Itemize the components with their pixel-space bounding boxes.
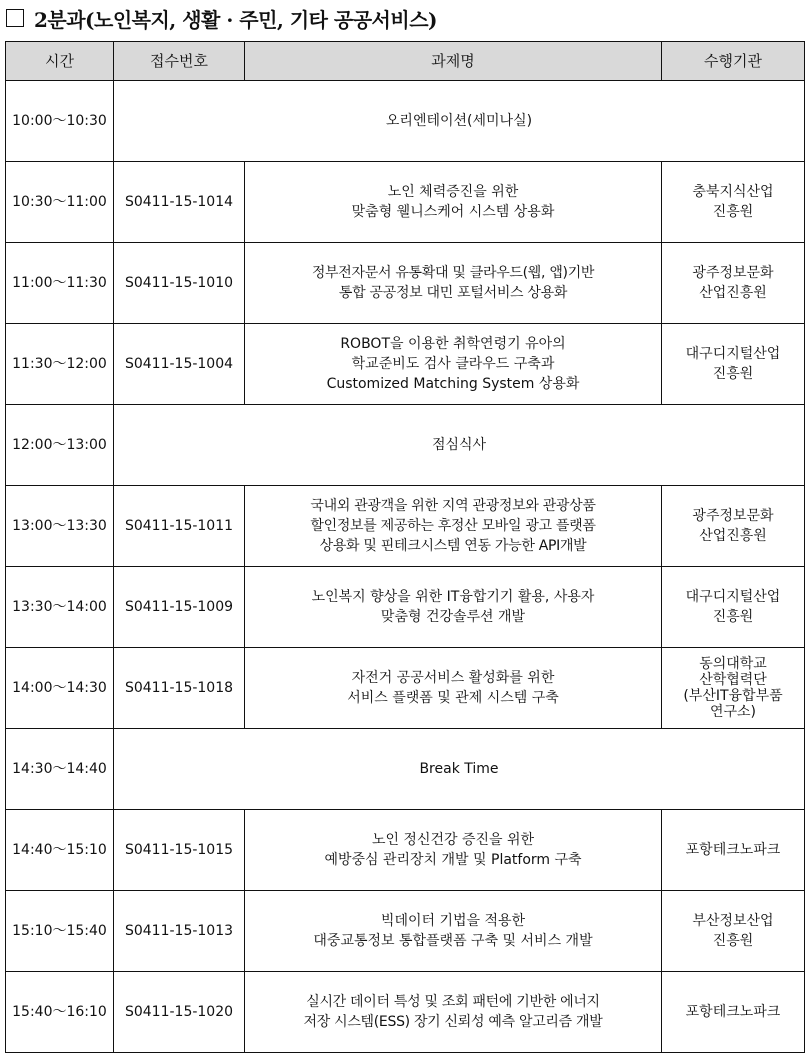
- table-row: [6, 81, 805, 162]
- org-cell: 포항테크노파크: [662, 810, 805, 891]
- task-cell: 실시간 데이터 특성 및 조회 패턴에 기반한 에너지 저장 시스템(ESS) 장기 신뢰성 예측 알고리즘 개발: [245, 972, 662, 1053]
- org-cell: 대구디지털산업 진흥원: [662, 567, 805, 648]
- id-cell: S0411-15-1013: [114, 891, 245, 972]
- header-org: 수행기관: [662, 42, 805, 81]
- time-cell: 15:10～15:40: [6, 891, 114, 972]
- header-id: 접수번호: [114, 42, 245, 81]
- org-cell: 충북지식산업 진흥원: [662, 162, 805, 243]
- header-time: 시간: [6, 42, 114, 81]
- org-cell: 광주정보문화 산업진흥원: [662, 243, 805, 324]
- id-cell: S0411-15-1018: [114, 648, 245, 729]
- task-cell: 노인 정신건강 증진을 위한 예방중심 관리장치 개발 및 Platform 구축: [245, 810, 662, 891]
- id-cell: S0411-15-1020: [114, 972, 245, 1053]
- time-cell: 15:40～16:10: [6, 972, 114, 1053]
- org-cell: 동의대학교 산학협력단 (부산IT융합부품 연구소): [662, 648, 805, 729]
- table-row: [6, 405, 805, 486]
- table-row: [6, 810, 805, 891]
- header-row: [6, 42, 805, 81]
- table-row: [6, 891, 805, 972]
- table-row: [6, 243, 805, 324]
- task-cell: ROBOT을 이용한 취학연령기 유아의 학교준비도 검사 클라우드 구축과 Customized Matching System 상용화: [245, 324, 662, 405]
- table-row: [6, 972, 805, 1053]
- org-cell: 광주정보문화 산업진흥원: [662, 486, 805, 567]
- time-cell: 14:40～15:10: [6, 810, 114, 891]
- id-cell: S0411-15-1011: [114, 486, 245, 567]
- task-cell: 노인 체력증진을 위한 맞춤형 웰니스케어 시스템 상용화: [245, 162, 662, 243]
- time-cell: 11:30～12:00: [6, 324, 114, 405]
- task-cell: 빅데이터 기법을 적용한 대중교통정보 통합플랫폼 구축 및 서비스 개발: [245, 891, 662, 972]
- org-cell: 대구디지털산업 진흥원: [662, 324, 805, 405]
- time-cell: 10:30～11:00: [6, 162, 114, 243]
- time-cell: 13:00～13:30: [6, 486, 114, 567]
- table-row: [6, 486, 805, 567]
- table-row: [6, 162, 805, 243]
- time-cell: 13:30～14:00: [6, 567, 114, 648]
- id-cell: S0411-15-1010: [114, 243, 245, 324]
- id-cell: S0411-15-1004: [114, 324, 245, 405]
- time-cell: 11:00～11:30: [6, 243, 114, 324]
- task-cell: 자전거 공공서비스 활성화를 위한 서비스 플랫폼 및 관제 시스템 구축: [245, 648, 662, 729]
- org-cell: 부산정보산업 진흥원: [662, 891, 805, 972]
- time-cell: 12:00～13:00: [6, 405, 114, 486]
- merged-cell: 오리엔테이션(세미나실): [114, 81, 805, 162]
- table-row: [6, 324, 805, 405]
- table-row: [6, 729, 805, 810]
- header-task: 과제명: [245, 42, 662, 81]
- id-cell: S0411-15-1009: [114, 567, 245, 648]
- table-row: [6, 648, 805, 729]
- schedule-table: [5, 41, 805, 1053]
- id-cell: S0411-15-1014: [114, 162, 245, 243]
- task-cell: 노인복지 향상을 위한 IT융합기기 활용, 사용자 맞춤형 건강솔루션 개발: [245, 567, 662, 648]
- time-cell: 14:30～14:40: [6, 729, 114, 810]
- checkbox-icon: [6, 9, 24, 27]
- merged-cell: 점심식사: [114, 405, 805, 486]
- task-cell: 정부전자문서 유통확대 및 클라우드(웹, 앱)기반 통합 공공정보 대민 포털서비스 상용화: [245, 243, 662, 324]
- table-row: [6, 567, 805, 648]
- merged-cell: Break Time: [114, 729, 805, 810]
- time-cell: 14:00～14:30: [6, 648, 114, 729]
- id-cell: S0411-15-1015: [114, 810, 245, 891]
- org-cell: 포항테크노파크: [662, 972, 805, 1053]
- task-cell: 국내외 관광객을 위한 지역 관광정보와 관광상품 할인정보를 제공하는 후정산 모바일 광고 플랫폼 상용화 및 핀테크시스템 연동 가능한 API개발: [245, 486, 662, 567]
- title-text: 2분과(노인복지, 생활 · 주민, 기타 공공서비스): [34, 7, 437, 32]
- time-cell: 10:00～10:30: [6, 81, 114, 162]
- page-title: [6, 2, 437, 34]
